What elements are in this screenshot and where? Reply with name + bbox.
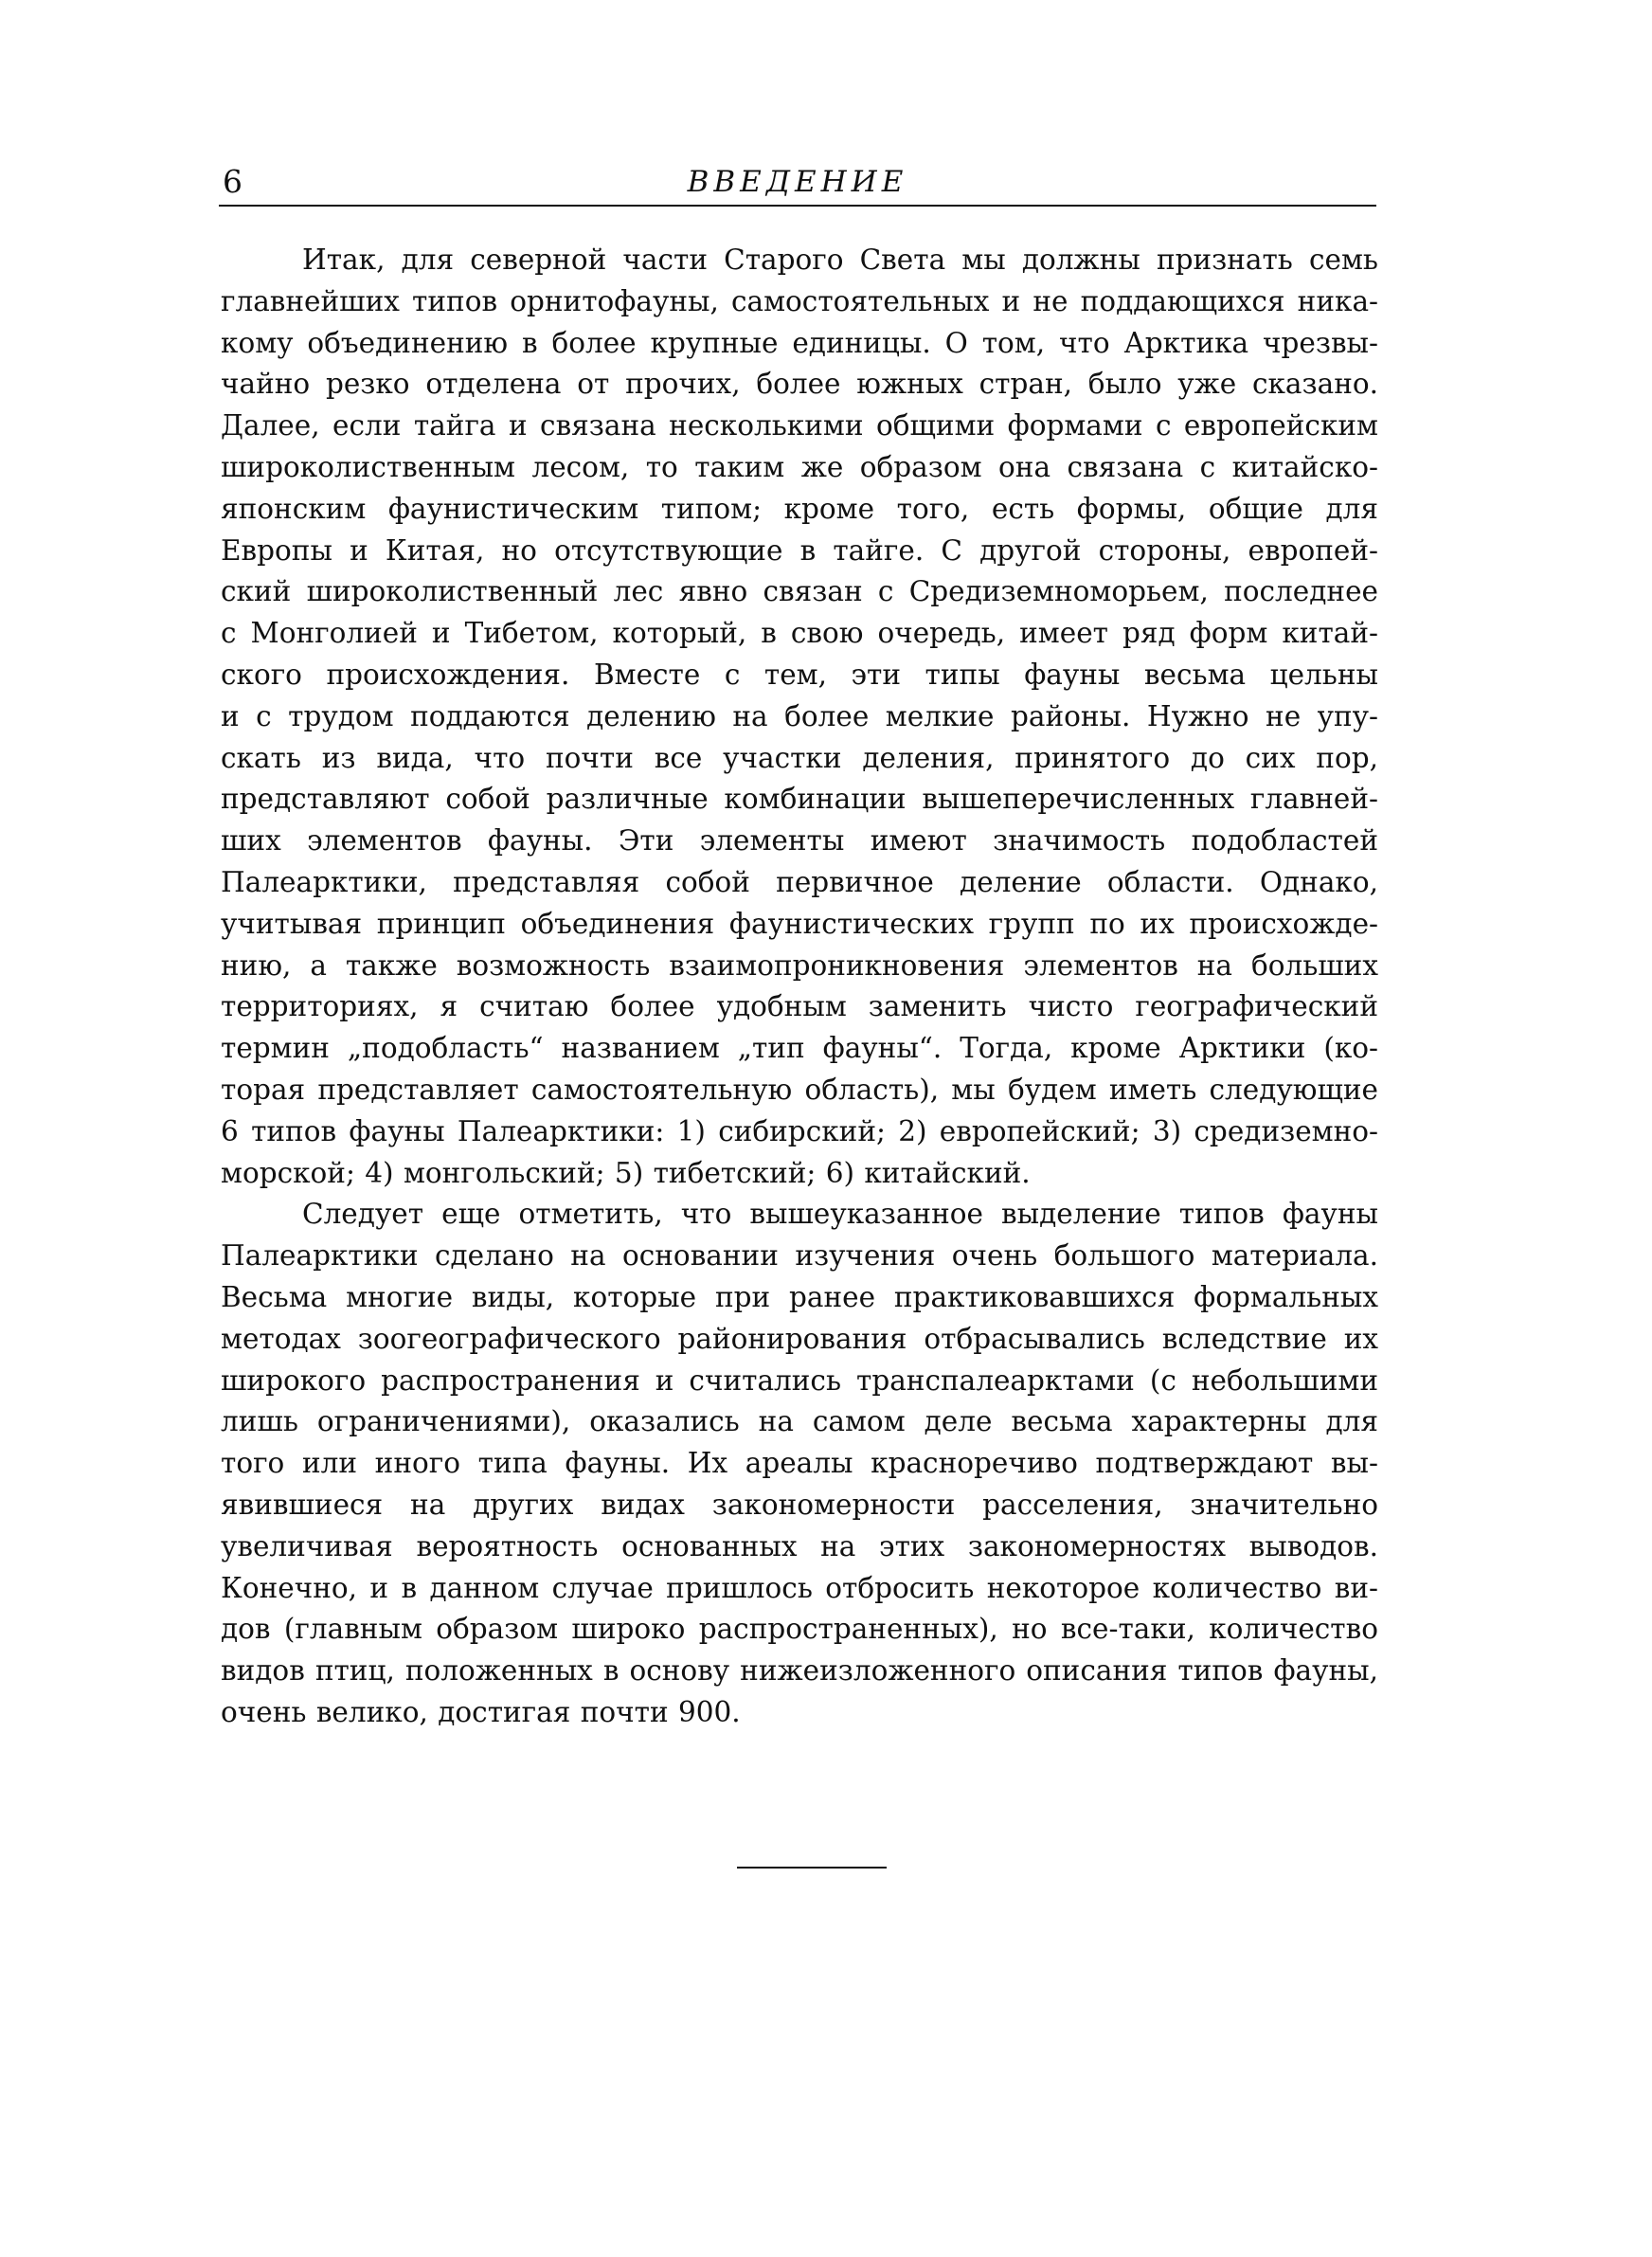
running-title: ВВЕДЕНИЕ — [687, 165, 908, 199]
text-line: чайно резко отделена от прочих, более южных стран, было уже сказано. — [221, 368, 1378, 401]
text-line: скать из вида, что почти все участки деления, принятого до сих пор, — [221, 741, 1378, 774]
text-line: Следует еще отметить, что вышеуказанное выделение типов фауны — [302, 1198, 1378, 1231]
text-line: торая представляет самостоятельную область), мы будем иметь следующие — [221, 1073, 1378, 1106]
header-rule — [219, 205, 1376, 207]
text-line: представляют собой различные комбинации вышеперечисленных главней- — [221, 783, 1378, 816]
text-line: нию, а также возможность взаимопроникновения элементов на больших — [221, 948, 1378, 982]
text-line: морской; 4) монгольский; 5) тибетский; 6) китайский. — [221, 1156, 1031, 1189]
text-line: с Монголией и Тибетом, который, в свою очередь, имеет ряд форм китай- — [221, 617, 1378, 650]
text-line: учитывая принцип объединения фаунистических групп по их происхожде- — [221, 907, 1378, 940]
text-line: Далее, если тайга и связана несколькими общими формами с европейским — [221, 409, 1378, 442]
text-line: Итак, для северной части Старого Света мы должны признать семь — [302, 244, 1378, 276]
text-line: ский широколиственный лес явно связан с Средиземноморьем, последнее — [221, 575, 1378, 608]
page-number: 6 — [223, 163, 242, 200]
text-line: территориях, я считаю более удобным заменить чисто географический — [221, 990, 1378, 1023]
text-line: и с трудом поддаются делению на более мелкие районы. Нужно не упу- — [221, 699, 1378, 732]
text-line: 6 типов фауны Палеарктики: 1) сибирский; 2) европейский; 3) средиземно- — [221, 1114, 1378, 1147]
text-line: Весьма многие виды, которые при ранее практиковавшихся формальных — [221, 1280, 1378, 1313]
text-line: термин „подобласть“ названием „тип фауны“. Тогда, кроме Арктики (ко- — [221, 1032, 1378, 1065]
text-line: методах зоогеографического районирования отбрасывались вследствие их — [221, 1322, 1378, 1355]
text-line: японским фаунистическим типом; кроме того, есть формы, общие для — [221, 492, 1378, 525]
text-line: ших элементов фауны. Эти элементы имеют значимость подобластей — [221, 824, 1378, 858]
text-line: кому объединению в более крупные единицы. О том, что Арктика чрезвы- — [221, 326, 1378, 359]
text-line: дов (главным образом широко распространенных), но все-таки, количество — [221, 1613, 1378, 1646]
text-line: очень велико, достигая почти 900. — [221, 1695, 741, 1728]
text-line: главнейших типов орнитофауны, самостоятельных и не поддающихся ника- — [221, 284, 1378, 317]
text-line: видов птиц, положенных в основу нижеизложенного описания типов фауны, — [221, 1654, 1378, 1688]
text-line: Конечно, и в данном случае пришлось отбросить некоторое количество ви- — [221, 1571, 1378, 1604]
text-line: того или иного типа фауны. Их ареалы красноречиво подтверждают вы- — [221, 1447, 1378, 1480]
text-line: лишь ограничениями), оказались на самом деле весьма характерны для — [221, 1405, 1378, 1438]
text-line: явившиеся на других видах закономерности расселения, значительно — [221, 1488, 1378, 1521]
text-line: широколиственным лесом, то таким же образом она связана с китайско- — [221, 450, 1378, 483]
text-line: Европы и Китая, но отсутствующие в тайге. С другой стороны, европей- — [221, 533, 1378, 567]
page-header — [219, 157, 1376, 205]
text-line: широкого распространения и считались транспалеарктами (с небольшими — [221, 1363, 1378, 1397]
section-end-rule — [737, 1867, 887, 1869]
text-line: увеличивая вероятность основанных на этих закономерностях выводов. — [221, 1529, 1378, 1562]
body-text — [221, 240, 1378, 1734]
paragraph-1 — [221, 240, 1378, 1194]
text-line: Палеарктики, представляя собой первичное деление области. Однако, — [221, 865, 1378, 898]
text-line: ского происхождения. Вместе с тем, эти типы фауны весьма цельны — [221, 658, 1378, 691]
paragraph-2 — [221, 1194, 1378, 1733]
text-line: Палеарктики сделано на основании изучения очень большого материала. — [221, 1239, 1378, 1273]
